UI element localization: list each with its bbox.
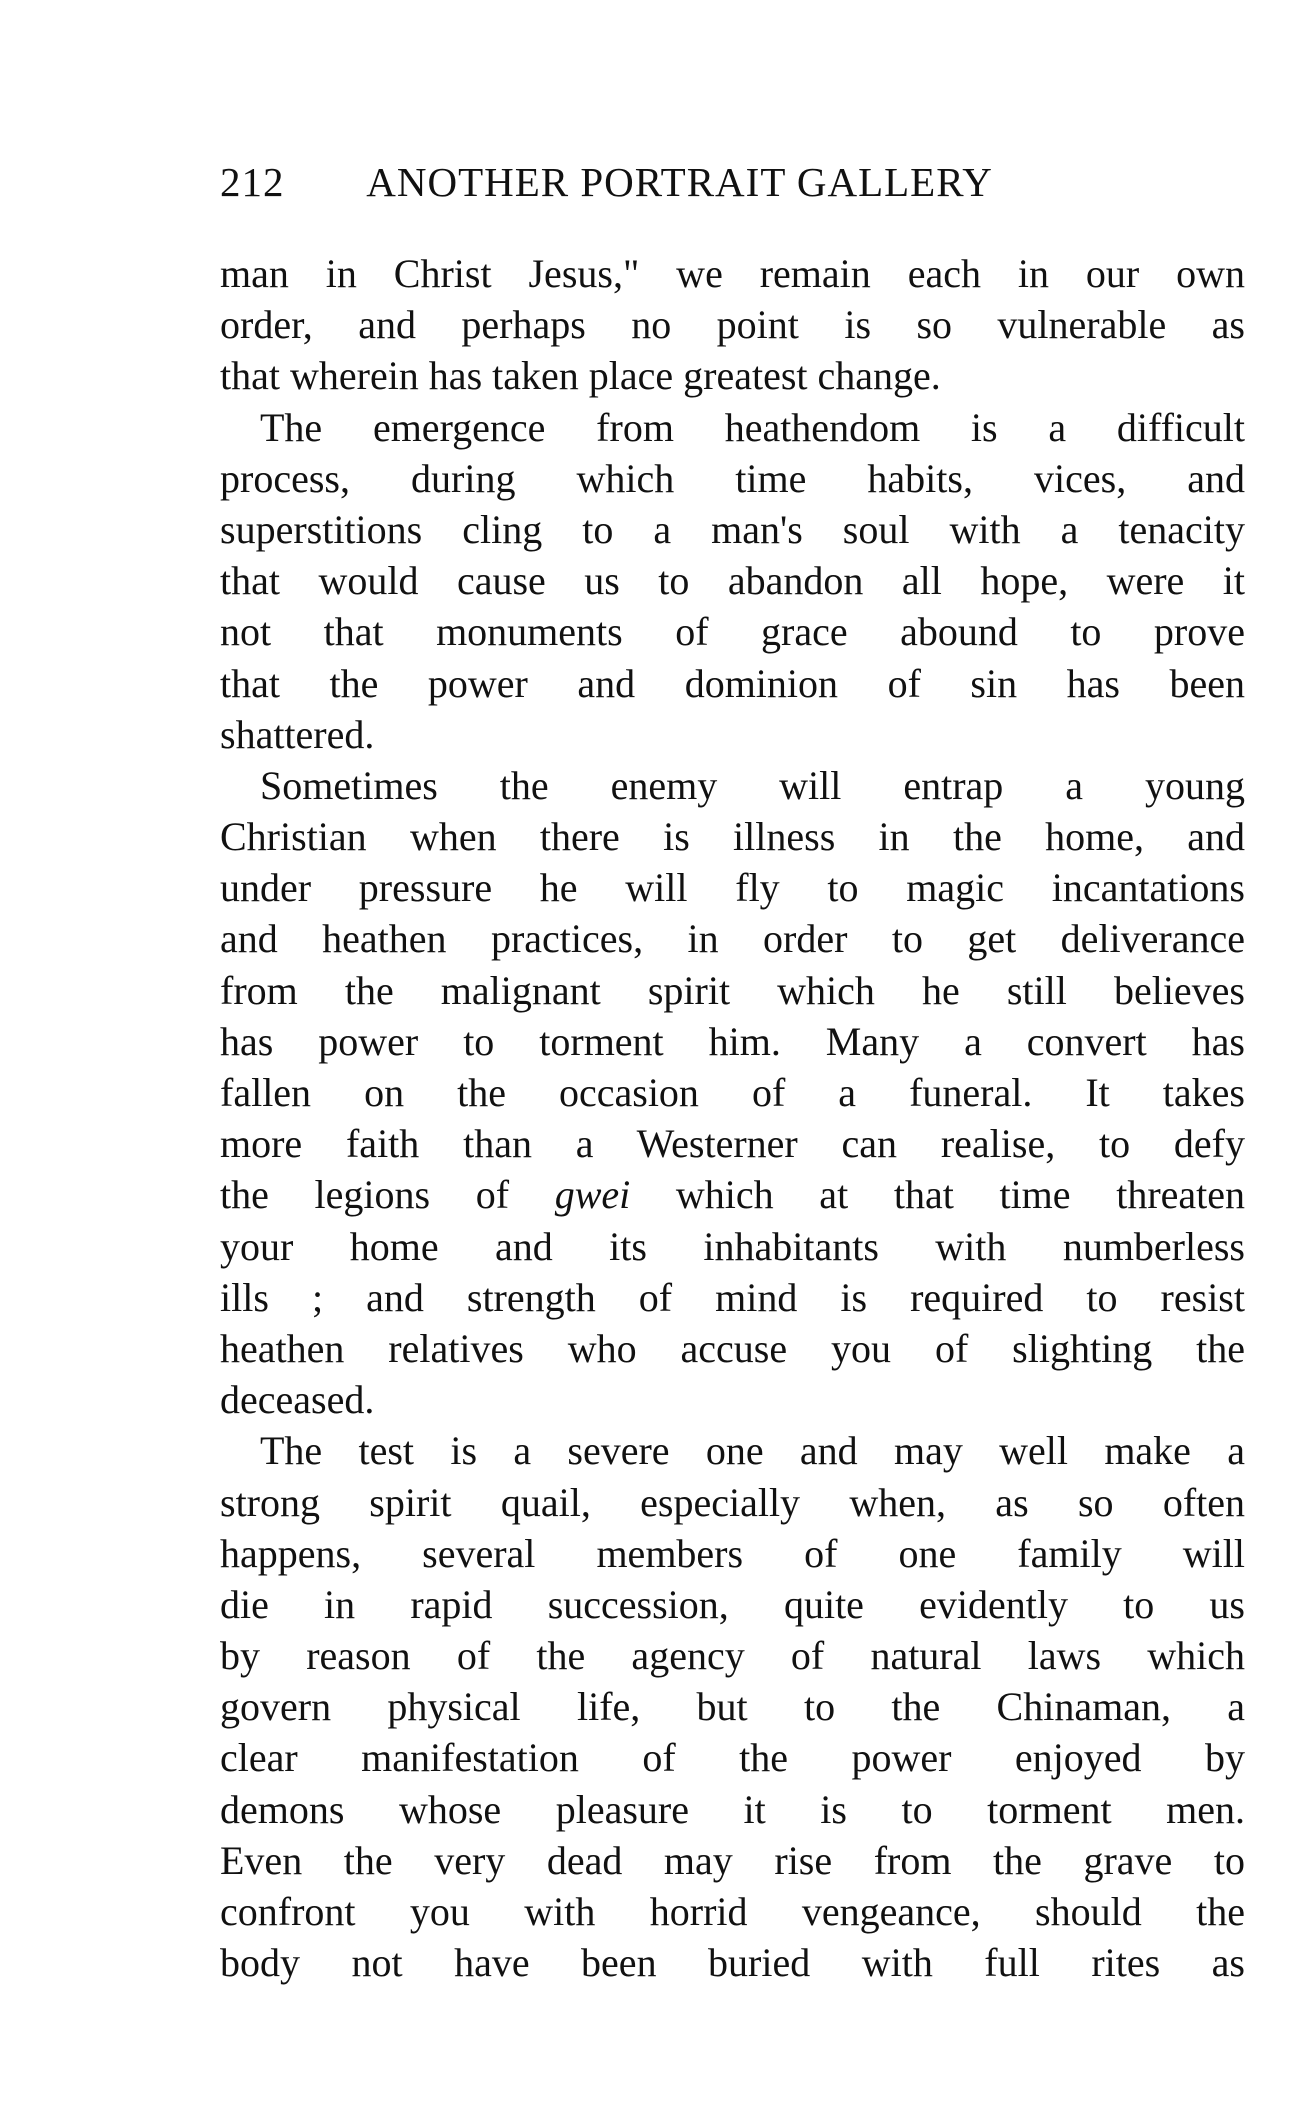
text-line-with-italic bbox=[220, 1169, 1245, 1220]
text-line: confront you with horrid vengeance, should the bbox=[220, 1889, 1245, 1934]
text-line: The emergence from heathendom is a difficult bbox=[260, 404, 1245, 450]
italic-term: gwei bbox=[554, 1172, 631, 1218]
running-title: ANOTHER PORTRAIT GALLERY bbox=[366, 159, 993, 205]
text-line: Sometimes the enemy will entrap a young bbox=[260, 762, 1245, 808]
text-line: clear manifestation of the power enjoyed by bbox=[220, 1735, 1245, 1781]
text-line: die in rapid succession, quite evidently to us bbox=[220, 1581, 1245, 1627]
text-line: by reason of the agency of natural laws which bbox=[220, 1633, 1245, 1679]
text-line: process, during which time habits, vices, and bbox=[220, 455, 1245, 501]
text-line: Even the very dead may rise from the grave to bbox=[220, 1837, 1245, 1883]
text-fragment: the legions of bbox=[220, 1172, 510, 1218]
page-number: 212 bbox=[220, 159, 285, 205]
text-line: more faith than a Westerner can realise, to defy bbox=[220, 1121, 1245, 1167]
text-line: under pressure he will fly to magic incantations bbox=[220, 865, 1245, 911]
text-line: not that monuments of grace abound to prove bbox=[220, 609, 1245, 655]
text-line: happens, several members of one family will bbox=[220, 1530, 1245, 1576]
text-line: superstitions cling to a man's soul with a tenacity bbox=[220, 506, 1245, 552]
text-line: body not have been buried with full rites as bbox=[220, 1940, 1245, 1986]
text-line: that the power and dominion of sin has been bbox=[220, 660, 1245, 706]
text-line: order, and perhaps no point is so vulnerable as bbox=[220, 302, 1245, 348]
text-line: shattered. bbox=[220, 711, 375, 757]
body-text bbox=[220, 248, 1245, 1988]
text-line: fallen on the occasion of a funeral. It takes bbox=[220, 1070, 1245, 1115]
text-line: strong spirit quail, especially when, as so often bbox=[220, 1479, 1245, 1525]
text-line: Christian when there is illness in the home, and bbox=[220, 814, 1245, 860]
text-line: that wherein has taken place greatest change. bbox=[220, 353, 941, 399]
text-line: that would cause us to abandon all hope, were it bbox=[220, 558, 1245, 604]
running-head bbox=[220, 152, 1115, 212]
text-line: from the malignant spirit which he still believes bbox=[220, 967, 1245, 1013]
text-line: govern physical life, but to the Chinaman, a bbox=[220, 1684, 1245, 1730]
text-line: and heathen practices, in order to get deliverance bbox=[220, 916, 1245, 962]
text-line: deceased. bbox=[220, 1377, 375, 1423]
text-line: demons whose pleasure it is to torment men. bbox=[220, 1786, 1245, 1832]
text-line: ills ; and strength of mind is required to resist bbox=[220, 1274, 1245, 1320]
text-fragment: which at that time threaten bbox=[675, 1172, 1245, 1218]
text-line: your home and its inhabitants with numberless bbox=[220, 1223, 1245, 1269]
text-line: The test is a severe one and may well make a bbox=[260, 1428, 1245, 1474]
text-line: has power to torment him. Many a convert has bbox=[220, 1018, 1245, 1064]
text-line: man in Christ Jesus," we remain each in our own bbox=[220, 251, 1245, 296]
text-line: heathen relatives who accuse you of slighting the bbox=[220, 1325, 1245, 1371]
